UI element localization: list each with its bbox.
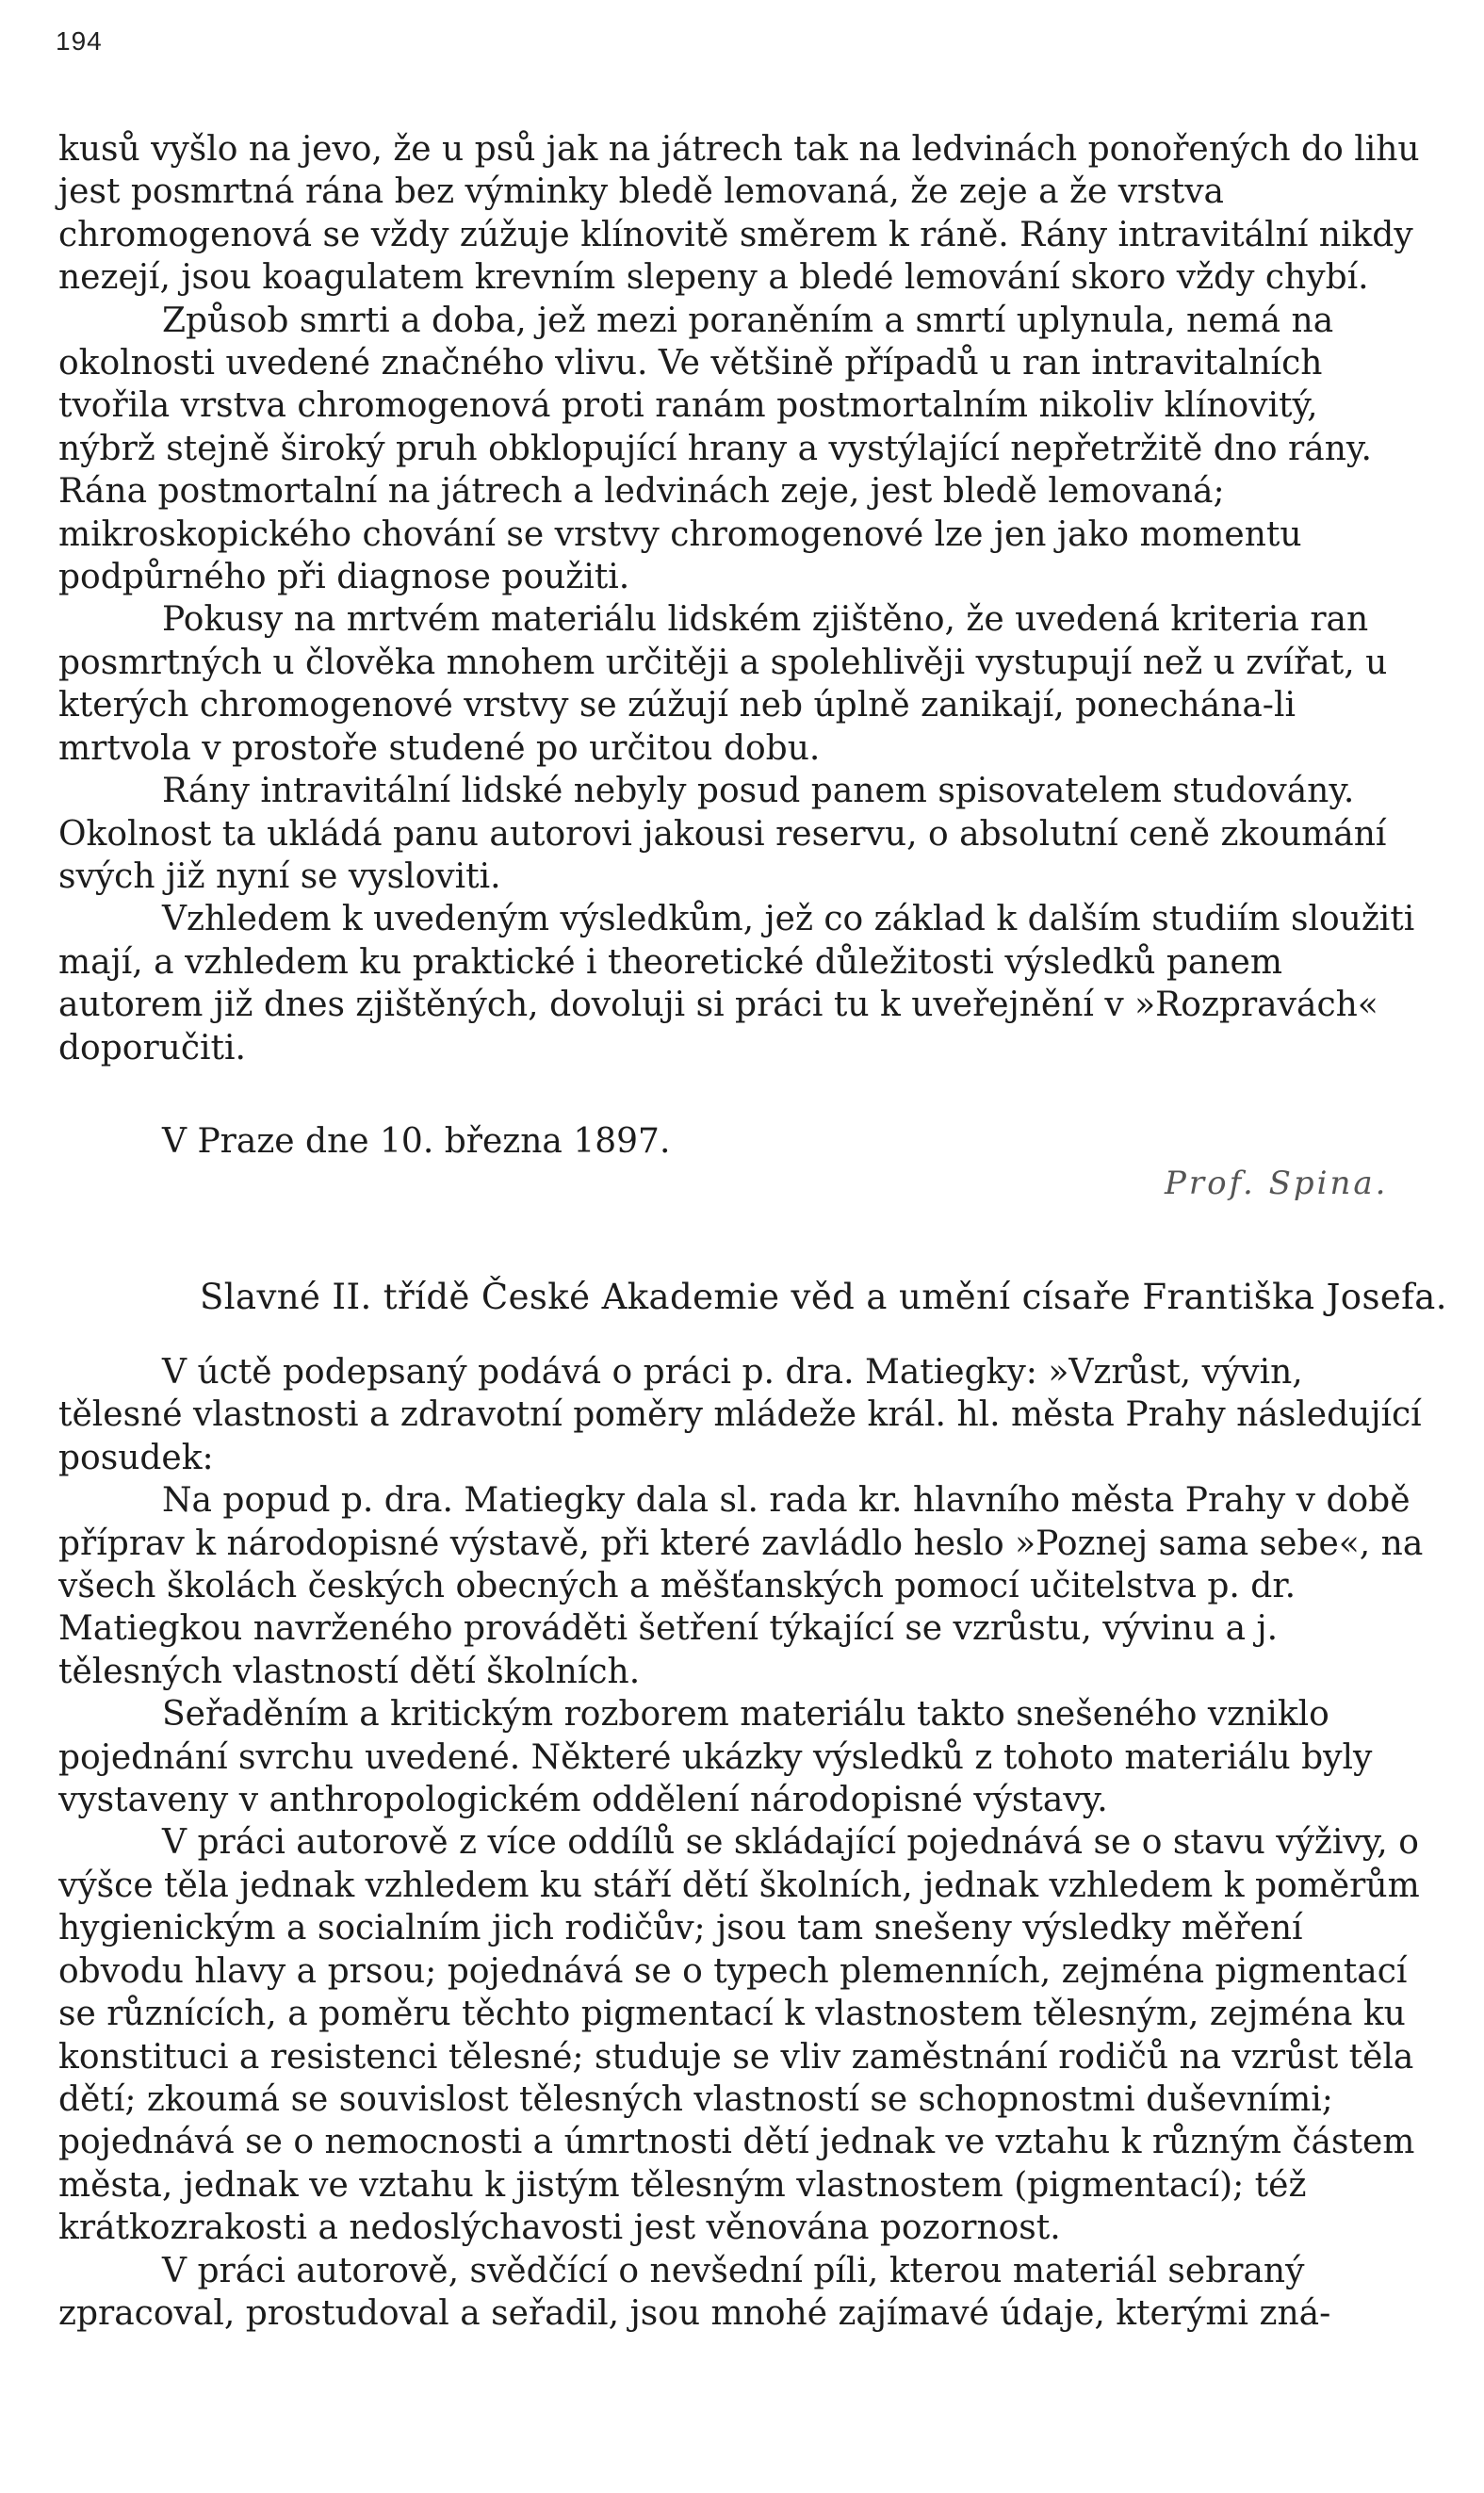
review-text-section-2 bbox=[58, 1351, 1425, 2335]
paragraph: Způsob smrti a doba, jež mezi poraněním a smrtí uplynula, nemá na okolnosti uvedené značného vlivu. Ve většině případů u ran intravitalních tvořila vrstva chromogenová proti ranám postmortalním nikoliv klínovitý, nýbrž stejně široký pruh obklopující hrany a vystýlající nepřetržitě dno rány. Rána postmortalní na játrech a ledvinách zeje, jest bledě lemovaná; mikroskopického chování se vrstvy chromogenové lze jen jako momentu podpůrného při diagnose použiti. bbox=[58, 301, 1372, 597]
page-number: 194 bbox=[56, 26, 103, 56]
paragraph: Seřaděním a kritickým rozborem materiálu takto snešeného vzniklo pojednání svrchu uvedené. Některé ukázky výsledků z tohoto materiálu byly vystaveny v anthropologickém oddělení národopisné výstavy. bbox=[58, 1695, 1373, 1820]
place-and-date: V Praze dne 10. března 1897. bbox=[162, 1122, 671, 1161]
paragraph: Na popud p. dra. Matiegky dala sl. rada kr. hlavního města Prahy v době příprav k národopisné výstavě, při které zavládlo heslo »Poznej sama sebe«, na všech školách českých obecných a měšťanských pomocí učitelstva p. dr. Matiegkou navrženého prováděti šetření týkající se vzrůstu, vývinu a j. tělesných vlastností dětí školních. bbox=[58, 1481, 1424, 1691]
review-text-section-1 bbox=[58, 128, 1425, 1069]
signature: Prof. Spina. bbox=[1165, 1165, 1389, 1202]
paragraph: Vzhledem k uvedeným výsledkům, jež co základ k dalším studiím sloužiti mají, a vzhledem ku praktické i theoretické důležitosti výsledků panem autorem již dnes zjištěných, dovoluji si práci tu k uveřejnění v »Rozpravách« doporučiti. bbox=[58, 900, 1415, 1067]
section-heading: Slavné II. třídě České Akademie věd a umění císaře Františka Josefa. bbox=[200, 1277, 1447, 1317]
paragraph: Rány intravitální lidské nebyly posud panem spisovatelem studovány. Okolnost ta ukládá panu autorovi jakousi reservu, o absolutní ceně zkoumání svých již nyní se vysloviti. bbox=[58, 772, 1387, 896]
paragraph: V úctě podepsaný podává o práci p. dra. Matiegky: »Vzrůst, vývin, tělesné vlastnosti a zdravotní poměry mládeže král. hl. města Prahy následující posudek: bbox=[58, 1353, 1422, 1477]
paragraph: V práci autorově, svědčící o nevšední píli, kterou materiál sebraný zpracoval, prostudoval a seřadil, jsou mnohé zajímavé údaje, kterými zná- bbox=[58, 2251, 1331, 2333]
paragraph: kusů vyšlo na jevo, že u psů jak na játrech tak na ledvinách ponořených do lihu jest posmrtná rána bez výminky bledě lemovaná, že zeje a že vrstva chromogenová se vždy zúžuje klínovitě směrem k ráně. Rány intravitální nikdy nezejí, jsou koagulatem krevním slepeny a bledé lemování skoro vždy chybí. bbox=[58, 130, 1420, 298]
paragraph: V práci autorově z více oddílů se skládající pojednává se o stavu výživy, o výšce těla jednak vzhledem ku stáří dětí školních, jednak vzhledem k poměrům hygienickým a socialním jich rodičův; jsou tam snešeny výsledky měření obvodu hlavy a prsou; pojednává se o typech plemenních, zejména pigmentací se různících, a poměru těchto pigmentací k vlastnostem tělesným, zejména ku konstituci a resistenci tělesné; studuje se vliv zaměstnání rodičů na vzrůst těla dětí; zkoumá se souvislost tělesných vlastností se schopnostmi duševními; pojednává se o nemocnosti a úmrtnosti dětí jednak ve vztahu k různým částem města, jednak ve vztahu k jistým tělesným vlastnostem (pigmentací); též krátkozrakosti a nedoslýchavosti jest věnována pozornost. bbox=[58, 1823, 1420, 2248]
paragraph: Pokusy na mrtvém materiálu lidském zjištěno, že uvedená kriteria ran posmrtných u člověka mnohem určitěji a spolehlivěji vystupují než u zvířat, u kterých chromogenové vrstvy se zúžují neb úplně zanikají, ponechána-li mrtvola v prostoře studené po určitou dobu. bbox=[58, 600, 1388, 768]
